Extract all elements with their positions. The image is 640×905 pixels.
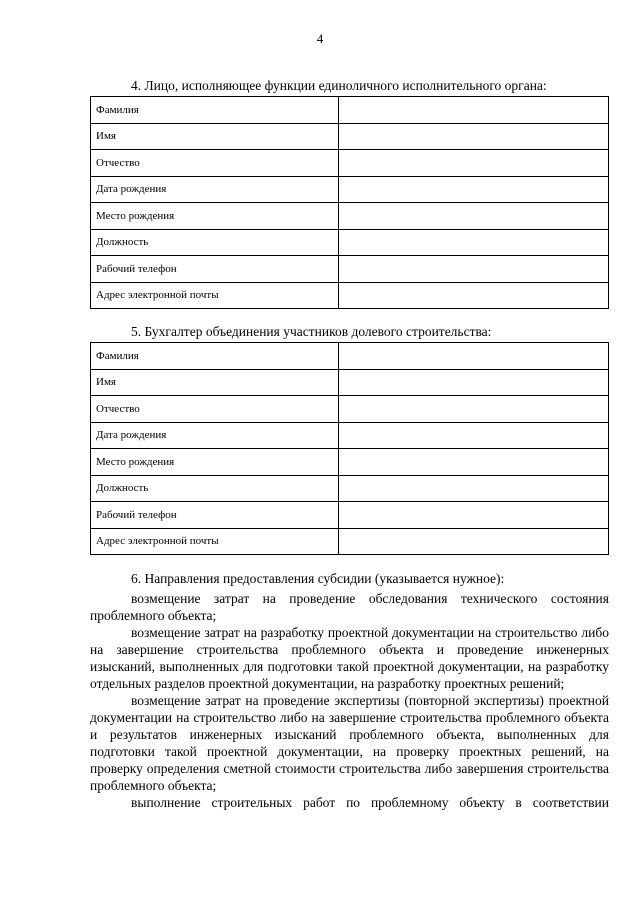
table-row	[91, 475, 609, 502]
table-row	[91, 256, 609, 283]
field-label: Имя	[91, 123, 339, 150]
field-value[interactable]	[339, 475, 609, 502]
table-row	[91, 282, 609, 309]
subsidy-direction-item: возмещение затрат на проведение экспертизы (повторной экспертизы) проектной документации на строительство либо на завершение строительства проблемного объекта и результатов инженерных изысканий проблемного объекта, выполненных для подготовки такой проектной документации, на проверку проектных решений, на проверку определения сметной стоимости строительства либо завершения строительства проблемного объекта;	[90, 693, 609, 793]
field-value[interactable]	[339, 343, 609, 370]
field-label: Адрес электронной почты	[91, 528, 339, 555]
field-label: Имя	[91, 369, 339, 396]
section-6-title: 6. Направления предоставления субсидии (указывается нужное):	[131, 571, 505, 586]
field-value[interactable]	[339, 176, 609, 203]
field-label: Место рождения	[91, 449, 339, 476]
accountant-table	[90, 342, 609, 555]
subsidy-direction-item: выполнение строительных работ по проблемному объекту в соответствии	[131, 795, 609, 810]
field-value[interactable]	[339, 396, 609, 423]
field-value[interactable]	[339, 256, 609, 283]
field-label: Место рождения	[91, 203, 339, 230]
field-value[interactable]	[339, 502, 609, 529]
field-label: Фамилия	[91, 343, 339, 370]
field-value[interactable]	[339, 123, 609, 150]
table-row	[91, 528, 609, 555]
field-value[interactable]	[339, 422, 609, 449]
field-label: Рабочий телефон	[91, 502, 339, 529]
section-4-title: 4. Лицо, исполняющее функции единоличного исполнительного органа:	[131, 78, 547, 93]
field-value[interactable]	[339, 150, 609, 177]
table-row	[91, 97, 609, 124]
table-row	[91, 203, 609, 230]
field-label: Отчество	[91, 396, 339, 423]
table-row	[91, 150, 609, 177]
field-label: Должность	[91, 229, 339, 256]
field-label: Должность	[91, 475, 339, 502]
field-value[interactable]	[339, 369, 609, 396]
field-value[interactable]	[339, 229, 609, 256]
table-row	[91, 396, 609, 423]
executive-person-table	[90, 96, 609, 309]
field-value[interactable]	[339, 203, 609, 230]
subsidy-direction-item: возмещение затрат на проведение обследования технического состояния проблемного объекта;	[90, 591, 609, 623]
field-value[interactable]	[339, 97, 609, 124]
subsidy-direction-item: возмещение затрат на разработку проектной документации на строительство либо на завершение строительства проблемного объекта и проведение инженерных изысканий, выполненных для подготовки такой проектной документации, на разработку отдельных разделов проектной документации, на разработку проектных решений;	[90, 625, 609, 691]
table-row	[91, 343, 609, 370]
page-number: 4	[316, 31, 324, 46]
section-5-title: 5. Бухгалтер объединения участников долевого строительства:	[131, 324, 492, 339]
field-label: Адрес электронной почты	[91, 282, 339, 309]
field-value[interactable]	[339, 528, 609, 555]
table-row	[91, 449, 609, 476]
field-label: Фамилия	[91, 97, 339, 124]
table-row	[91, 123, 609, 150]
field-value[interactable]	[339, 449, 609, 476]
field-label: Отчество	[91, 150, 339, 177]
field-label: Рабочий телефон	[91, 256, 339, 283]
subsidy-directions	[90, 590, 609, 811]
field-label: Дата рождения	[91, 422, 339, 449]
table-row	[91, 502, 609, 529]
table-row	[91, 229, 609, 256]
field-value[interactable]	[339, 282, 609, 309]
table-row	[91, 369, 609, 396]
table-row	[91, 176, 609, 203]
field-label: Дата рождения	[91, 176, 339, 203]
table-row	[91, 422, 609, 449]
